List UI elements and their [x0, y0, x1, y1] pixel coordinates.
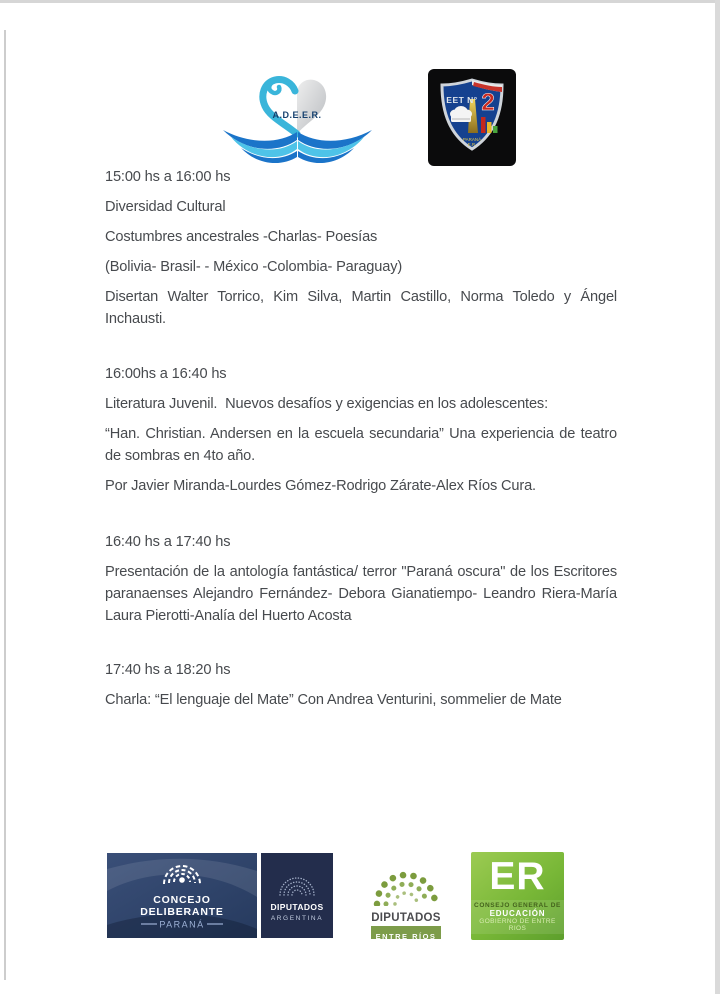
time-slot: 17:40 hs a 18:20 hs [105, 662, 231, 678]
session-detail: Costumbres ancestrales -Charlas- Poesías [105, 229, 378, 245]
heart-open-book-icon [223, 80, 372, 163]
diparg-line2: ARGENTINA [270, 915, 324, 922]
schedule-block-1740-1820 [105, 659, 617, 719]
session-detail: “Han. Christian. Andersen en la escuela secundaria” Una experiencia de teatro de sombras en 4to año. [105, 426, 621, 464]
eet-school-number: 2 [481, 89, 495, 116]
concejo-line1: CONCEJO [153, 894, 211, 906]
diper-line2: ENTRE RÍOS [375, 932, 437, 941]
eet-city: PARANÁ [462, 137, 482, 142]
session-title: Literatura Juvenil. Nuevos desafíos y exigencias en los adolescentes: [105, 396, 548, 412]
diputados-entre-rios-logo [369, 858, 443, 939]
eet-school-name: EET N° [446, 95, 478, 105]
er-line3: GOBIERNO DE ENTRE RIOS [479, 918, 556, 932]
eet-province: E.R. [467, 142, 477, 147]
scan-edge-left [4, 30, 6, 980]
session-title: Diversidad Cultural [105, 199, 226, 215]
scan-edge-top [0, 0, 720, 3]
adeer-logo [215, 74, 380, 170]
diputados-argentina-logo [261, 853, 333, 938]
concejo-line3: PARANÁ [159, 919, 205, 930]
session-countries: (Bolivia- Brasil- - México -Colombia- Paraguay) [105, 259, 403, 275]
diparg-line1: DIPUTADOS [270, 902, 324, 912]
schedule-block-1600-1640 [105, 363, 621, 505]
concejo-deliberante-logo [107, 853, 257, 938]
schedule-block-1500-1600 [105, 166, 621, 338]
session-detail: Presentación de la antología fantástica/ terror "Paraná oscura" de los Escritores paranaenses Alejandro Fernández- Debora Gianatiempo- Leandro Riera-María Laura Pierotti-Analía del Huerto Acosta [105, 564, 621, 624]
er-caption [471, 900, 564, 934]
diper-line1: DIPUTADOS [371, 912, 441, 924]
time-slot: 15:00 hs a 16:00 hs [105, 169, 231, 185]
dotted-arch-icon [369, 858, 443, 906]
concejo-line2: DELIBERANTE [140, 906, 224, 918]
session-detail: Charla: “El lenguaje del Mate” Con Andrea Venturini, sommelier de Mate [105, 692, 562, 708]
schedule-block-1640-1740 [105, 531, 621, 635]
er-line2: EDUCACIÓN [489, 909, 546, 918]
scan-edge-right [715, 0, 720, 994]
adeer-acronym: A.D.E.E.R. [272, 110, 322, 120]
session-speakers: Disertan Walter Torrico, Kim Silva, Martin Castillo, Norma Toledo y Ángel Inchausti. [105, 289, 621, 327]
session-speakers: Por Javier Miranda-Lourdes Gómez-Rodrigo Zárate-Alex Ríos Cura. [105, 478, 536, 494]
time-slot: 16:00hs a 16:40 hs [105, 366, 227, 382]
eet-n2-logo [428, 69, 516, 166]
er-line1: CONSEJO GENERAL DE [474, 902, 561, 909]
time-slot: 16:40 hs a 17:40 hs [105, 534, 231, 550]
diper-province-bar [371, 926, 441, 939]
consejo-educacion-er-logo [471, 852, 564, 940]
er-initials: ER [489, 855, 546, 898]
